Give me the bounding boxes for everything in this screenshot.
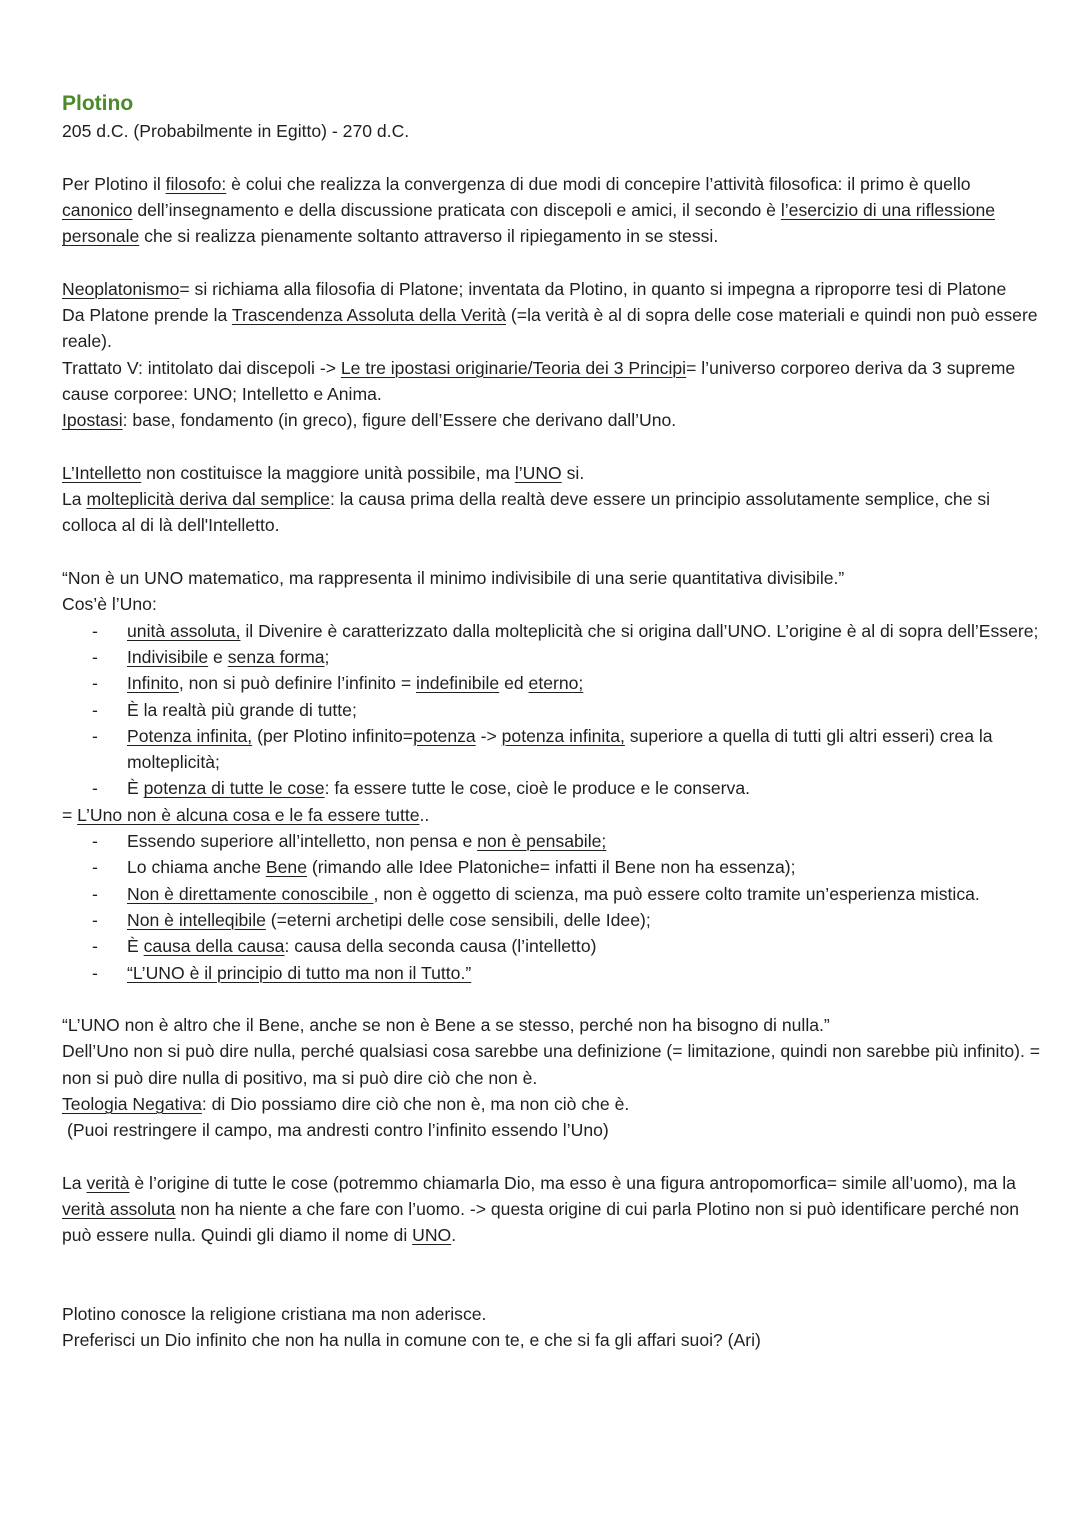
- list-item: - Essendo superiore all’intelletto, non pensa e non è pensabile;: [62, 828, 1042, 854]
- list-item: - Non è intelleqibile (=eterni archetipi delle cose sensibili, delle Idee);: [62, 907, 1042, 933]
- paragraph-dell-uno: Dell’Uno non si può dire nulla, perché qualsiasi cosa sarebbe una definizione (= limitazione, quindi non sarebbe più infinito). = non si può dire nulla di positivo, ma si può dire ciò che non è.: [62, 1041, 1041, 1088]
- list-item: - È causa della causa: causa della seconda causa (l’intelletto): [62, 933, 1042, 959]
- list-uno-properties: [62, 828, 1042, 986]
- list-item: - Non è direttamente conoscibile , non è oggetto di scienza, ma può essere colto tramite un’esperienza mistica.: [62, 881, 1042, 907]
- paragraph-trattato: Trattato V: intitolato dai discepoli -> Le tre ipostasi originarie/Teoria dei 3 Principi= l’universo corporeo deriva da 3 supreme cause corporee: UNO; Intelletto e Anima.: [62, 357, 1016, 404]
- heading-cose-uno: Cos’è l’Uno:: [62, 594, 157, 615]
- list-item: - “L’UNO è il principio di tutto ma non il Tutto.”: [62, 960, 1042, 986]
- list-item: - Potenza infinita, (per Plotino infinito=potenza -> potenza infinita, superiore a quella di tutti gli altri esseri) crea la molteplicità;: [62, 723, 1042, 776]
- document-page: [62, 90, 1042, 1353]
- list-uno-attributes: [62, 618, 1042, 802]
- list-item: - È potenza di tutte le cose: fa essere tutte le cose, cioè le produce e le conserva.: [62, 775, 1042, 801]
- quote-uno-matematico: “Non è un UNO matematico, ma rappresenta il minimo indivisibile di una serie quantitativa divisibile.”: [62, 568, 845, 589]
- paragraph-restringere: (Puoi restringere il campo, ma andresti contro l’infinito essendo l’Uno): [67, 1120, 609, 1141]
- list-item: - unità assoluta, il Divenire è caratterizzato dalla molteplicità che si origina dall’UNO. L’origine è al di sopra dell’Essere;: [62, 618, 1042, 644]
- paragraph-domanda: Preferisci un Dio infinito che non ha nulla in comune con te, e che si fa gli affari suoi? (Ari): [62, 1330, 761, 1351]
- paragraph-intelletto: L’Intelletto non costituisce la maggiore unità possibile, ma l’UNO si.: [62, 462, 585, 483]
- paragraph-filosofo: Per Plotino il filosofo: è colui che realizza la convergenza di due modi di concepire l’attività filosofica: il primo è quello canonico dell’insegnamento e della discussione praticata con discepoli e amici, il secondo è l’esercizio di una riflessione personale che si realizza pienamente soltanto attraverso il ripiegamento in se stessi.: [62, 173, 996, 247]
- paragraph-molteplicita: La molteplicità deriva dal semplice: la causa prima della realtà deve essere un principio assolutamente semplice, che si colloca al di là dell'Intelletto.: [62, 489, 991, 536]
- list-item: - Indivisibile e senza forma;: [62, 644, 1042, 670]
- list-item: - È la realtà più grande di tutte;: [62, 697, 1042, 723]
- dates-line: 205 d.C. (Probabilmente in Egitto) - 270 d.C.: [62, 121, 410, 141]
- paragraph-neoplatonismo: Neoplatonismo= si richiama alla filosofia di Platone; inventata da Plotino, in quanto si impegna a riproporre tesi di Platone: [62, 278, 1007, 299]
- paragraph-trascendenza: Da Platone prende la Trascendenza Assoluta della Verità (=la verità è al di sopra delle cose materiali e quindi non può essere reale).: [62, 305, 1038, 352]
- paragraph-verita: La verità è l’origine di tutte le cose (potremmo chiamarla Dio, ma esso è una figura antropomorfica= simile all’uomo), ma la verità assoluta non ha niente a che fare con l’uomo. -> questa origine di cui parla Plotino non si può identificare perché non può essere nulla. Quindi gli diamo il nome di UNO.: [62, 1172, 1020, 1246]
- quote-bene: “L’UNO non è altro che il Bene, anche se non è Bene a se stesso, perché non ha bisogno di nulla.”: [62, 1015, 830, 1036]
- summary-line: = L’Uno non è alcuna cosa e le fa essere tutte..: [62, 804, 430, 825]
- list-item: - Infinito, non si può definire l’infinito = indefinibile ed eterno;: [62, 670, 1042, 696]
- paragraph-ipostasi: Ipostasi: base, fondamento (in greco), figure dell’Essere che derivano dall’Uno.: [62, 410, 677, 431]
- document-title: Plotino: [62, 92, 134, 115]
- paragraph-teologia-negativa: Teologia Negativa: di Dio possiamo dire ciò che non è, ma non ciò che è.: [62, 1093, 630, 1114]
- list-item: - Lo chiama anche Bene (rimando alle Idee Platoniche= infatti il Bene non ha essenza);: [62, 854, 1042, 880]
- paragraph-religione: Plotino conosce la religione cristiana ma non aderisce.: [62, 1303, 487, 1324]
